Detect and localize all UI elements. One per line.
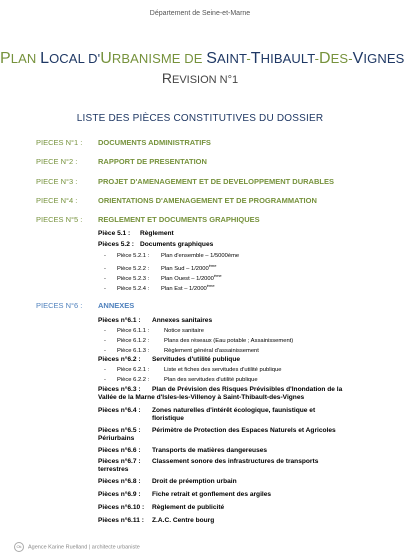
- piece-6-8: Pièces n°6.8 : Droit de préemption urbain: [98, 478, 237, 485]
- list-title: LISTE DES PIÈCES CONSTITUTIVES DU DOSSIER: [76, 113, 324, 124]
- piece-5-2: Pièces 5.2 : Documents graphiques: [98, 241, 214, 248]
- item-number: Pièce 5.2.4 :: [117, 285, 150, 292]
- title-fragment: ES: [330, 51, 349, 66]
- title-fragment: U: [100, 50, 112, 67]
- title-fragment: LAN: [10, 51, 41, 66]
- list-item: [104, 367, 281, 373]
- document-title: [0, 50, 404, 68]
- item-superscript: ème: [213, 273, 222, 278]
- section-piece-4: PIECE N°4 : ORIENTATIONS D'AMENAGEMENT ET DE PROGRAMMATION: [36, 196, 317, 205]
- item-number: Pièce 5.2.1 :: [117, 253, 150, 259]
- item-superscript: ème: [208, 263, 217, 268]
- title-fragment: V: [352, 50, 364, 67]
- bullet-dash: -: [104, 338, 106, 344]
- piece-6-3: Pièces n°6.3 : Plan de Prévision des Risques Prévisibles d'Inondation de la Vallée de la Marne d'Isles-les-Villenoy à Saint-Thibault-des-Vignes: [98, 386, 343, 401]
- item-title: Plan Ouest – 1/2000: [161, 275, 214, 282]
- list-item: [104, 377, 258, 383]
- section-pieces-5: PIECES N°5 : REGLEMENT ET DOCUMENTS GRAPHIQUES: [36, 215, 260, 224]
- title-fragment: IGNES: [363, 51, 404, 66]
- list-item: [104, 263, 216, 272]
- list-item: [104, 283, 215, 292]
- bullet-dash: -: [104, 348, 106, 354]
- bullet-dash: -: [104, 328, 106, 334]
- list-item: [104, 338, 293, 344]
- item-title: Notice sanitaire: [164, 328, 204, 334]
- agency-logo-icon: Ok: [14, 542, 24, 552]
- item-title: Plan Sud – 1/2000: [161, 265, 209, 272]
- item-number: Pièce 5.2.2 :: [117, 265, 150, 272]
- item-title: Plan d'ensemble – 1/5000ème: [161, 253, 240, 259]
- list-item: [104, 273, 222, 282]
- item-number: Pièce 5.2.3 :: [117, 275, 150, 282]
- piece-6-9: Pièces n°6.9 : Fiche retrait et gonflement des argiles: [98, 491, 272, 498]
- item-title: Plan des servitudes d'utilité publique: [164, 377, 258, 383]
- item-number: Pièce 6.1.3 :: [117, 348, 150, 354]
- bullet-dash: -: [104, 285, 106, 292]
- item-number: Pièce 6.1.1 :: [117, 328, 150, 334]
- bullet-dash: -: [104, 253, 106, 259]
- item-number: Pièce 6.2.2 :: [117, 377, 150, 383]
- piece-5-1: Pièce 5.1 : Règlement: [98, 230, 174, 237]
- piece-6-10: Pièces n°6.10 : Règlement de publicité: [98, 504, 225, 511]
- item-number: Pièce 6.1.2 :: [117, 338, 150, 344]
- item-title: Liste et fiches des servitudes d'utilité publique: [164, 367, 282, 373]
- piece-6-11: Pièces n°6.11 : Z.A.C. Centre bourg: [98, 517, 215, 524]
- item-title: Règlement général d'assainissement: [164, 348, 259, 354]
- title-fragment: P: [0, 50, 11, 67]
- title-fragment: RBANISME DE: [111, 51, 207, 66]
- title-fragment: -: [246, 51, 251, 66]
- bullet-dash: -: [104, 377, 106, 383]
- title-fragment: D: [319, 50, 331, 67]
- piece-6-1: Pièces n°6.1 : Annexes sanitaires: [98, 317, 213, 324]
- section-pieces-6: PIECES N°6 : ANNEXES: [36, 301, 135, 310]
- footer: Ok Agence Karine Ruelland | architecte urbaniste: [14, 542, 140, 552]
- department-name: Département de Seine-et-Marne: [149, 10, 251, 17]
- piece-6-5: Pièces n°6.5 : Périmètre de Protection des Espaces Naturels et Agricoles Périurbains: [98, 427, 336, 442]
- list-item: [104, 253, 239, 259]
- section-pieces-1: PIECES N°1 : DOCUMENTS ADMINISTRATIFS: [36, 138, 211, 147]
- piece-6-7: Pièces n°6.7 : Classement sonore des infrastructures de transports terrestres: [98, 458, 319, 473]
- piece-6-2: Pièces n°6.2 : Servitudes d'utilité publique: [98, 356, 241, 363]
- section-piece-3: PIECE N°3 : PROJET D'AMENAGEMENT ET DE DEVELOPPEMENT DURABLES: [36, 177, 334, 186]
- list-item: [104, 348, 259, 354]
- section-piece-2: PIECE N°2 : RAPPORT DE PRESENTATION: [36, 157, 207, 166]
- bullet-dash: -: [104, 265, 106, 272]
- revision-label: REVISION N°1: [161, 70, 239, 86]
- item-title: Plans des réseaux (Eau potable ; Assainissement): [164, 338, 294, 344]
- title-fragment: OCAL D': [49, 51, 101, 66]
- piece-6-4: Pièces n°6.4 : Zones naturelles d'intérêt écologique, faunistique et floristique: [98, 407, 316, 422]
- title-fragment: L: [40, 50, 50, 67]
- item-superscript: ème: [206, 283, 215, 288]
- title-fragment: AINT: [217, 51, 247, 66]
- title-fragment: -: [348, 51, 353, 66]
- title-fragment: -: [314, 51, 319, 66]
- item-number: Pièce 6.2.1 :: [117, 367, 150, 373]
- title-fragment: HIBAULT: [260, 51, 315, 66]
- title-fragment: T: [250, 50, 261, 67]
- bullet-dash: -: [104, 275, 106, 282]
- item-title: Plan Est – 1/2000: [161, 285, 207, 292]
- piece-6-6: Pièces n°6.6 : Transports de matières dangereuses: [98, 447, 268, 454]
- title-fragment: S: [206, 50, 218, 67]
- list-item: [104, 328, 204, 334]
- bullet-dash: -: [104, 367, 106, 373]
